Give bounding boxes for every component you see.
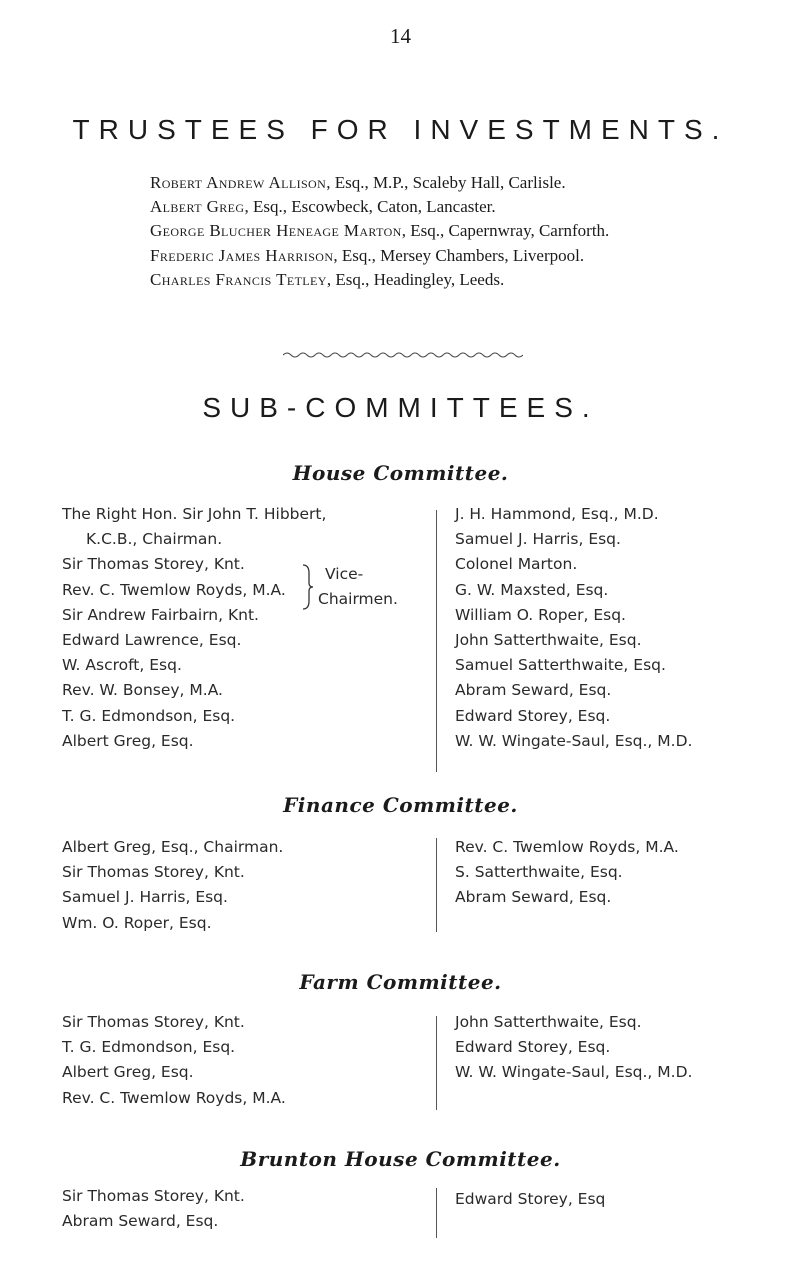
member-name: S. Satterthwaite, Esq. — [455, 863, 623, 882]
trustee-item — [150, 244, 609, 268]
member-name: Colonel Marton. — [455, 555, 578, 574]
member-name: Albert Greg, Esq. — [62, 731, 194, 750]
decorative-squiggle-divider — [283, 350, 523, 360]
farm-committee-right-column — [455, 1010, 692, 1086]
house-committee-left-column — [62, 502, 326, 754]
farm-committee-title: Farm Committee. — [299, 970, 502, 994]
vice-label-line: Chairmen. — [318, 590, 398, 609]
member-name: Rev. C. Twemlow Royds, M.A. — [455, 838, 679, 856]
member-name: Sir Thomas Storey, Knt. — [62, 1013, 245, 1031]
member-name: Samuel J. Harris, Esq. — [455, 530, 621, 549]
trustee-name: Albert Greg — [150, 197, 245, 217]
brunton-committee-left-column — [62, 1184, 245, 1234]
member-name: Edward Storey, Esq — [455, 1190, 606, 1208]
member-name: W. Ascroft, Esq. — [62, 656, 182, 675]
member-name: Sir Thomas Storey, Knt. — [62, 1187, 245, 1205]
trustee-item — [150, 195, 609, 219]
member-name: K.C.B., Chairman. — [86, 530, 223, 549]
trustee-detail: , Esq., Headingley, Leeds. — [326, 269, 505, 289]
member-name: Rev. C. Twemlow Royds, M.A. — [62, 1088, 286, 1107]
member-name: Rev. C. Twemlow Royds, M.A. — [62, 580, 286, 599]
member-name: J. H. Hammond, Esq., M.D. — [455, 505, 659, 523]
trustee-name: Frederic James Harrison — [150, 245, 334, 265]
member-name: Sir Thomas Storey, Knt. — [62, 555, 245, 574]
member-name: Samuel J. Harris, Esq. — [62, 888, 228, 907]
column-divider — [436, 838, 437, 932]
member-name: Sir Andrew Fairbairn, Knt. — [62, 605, 259, 624]
member-name: T. G. Edmondson, Esq. — [62, 1038, 236, 1057]
trustee-item — [150, 171, 609, 195]
trustee-item — [150, 268, 609, 292]
vice-label-line: Vice- — [325, 565, 364, 583]
column-divider — [436, 510, 437, 772]
farm-committee-left-column — [62, 1010, 286, 1111]
member-name: Samuel Satterthwaite, Esq. — [455, 656, 666, 675]
member-name: Edward Storey, Esq. — [455, 706, 611, 725]
trustee-item — [150, 219, 609, 243]
trustee-name: Robert Andrew Allison — [150, 173, 327, 192]
trustees-heading: TRUSTEES FOR INVESTMENTS. — [72, 114, 729, 145]
house-committee-right-column — [455, 502, 692, 754]
finance-committee-left-column — [62, 835, 283, 936]
member-name: Abram Seward, Esq. — [455, 681, 612, 700]
finance-committee-right-column — [455, 835, 679, 911]
trustee-list — [150, 171, 609, 292]
member-name: John Satterthwaite, Esq. — [455, 630, 642, 649]
trustee-detail: , Esq., Capernwray, Carnforth. — [401, 221, 610, 241]
member-name: Albert Greg, Esq., Chairman. — [62, 838, 284, 856]
trustee-detail: , Esq., M.P., Scaleby Hall, Carlisle. — [326, 173, 566, 192]
brace-icon — [301, 563, 315, 611]
subcommittees-heading: SUB-COMMITTEES. — [202, 392, 599, 423]
member-name: W. W. Wingate-Saul, Esq., M.D. — [455, 1063, 693, 1082]
member-name: William O. Roper, Esq. — [455, 605, 626, 624]
trustee-detail: , Esq., Mersey Chambers, Liverpool. — [333, 245, 585, 265]
member-name: Wm. O. Roper, Esq. — [62, 913, 212, 932]
member-name: John Satterthwaite, Esq. — [455, 1013, 642, 1031]
member-name: Edward Lawrence, Esq. — [62, 630, 242, 649]
house-committee-title: House Committee. — [292, 461, 509, 485]
trustee-name: Charles Francis Tetley — [150, 269, 327, 289]
brunton-house-committee-title: Brunton House Committee. — [240, 1147, 561, 1171]
member-name: The Right Hon. Sir John T. Hibbert, — [62, 505, 327, 523]
vice-chairmen-label — [318, 562, 398, 612]
member-name: Abram Seward, Esq. — [62, 1212, 219, 1231]
member-name: Albert Greg, Esq. — [62, 1063, 194, 1082]
trustee-detail: , Esq., Escowbeck, Caton, Lancaster. — [244, 197, 496, 217]
member-name: T. G. Edmondson, Esq. — [62, 706, 236, 725]
column-divider — [436, 1016, 437, 1110]
member-name: Sir Thomas Storey, Knt. — [62, 863, 245, 882]
trustee-name: George Blucher Heneage Marton — [150, 221, 402, 241]
finance-committee-title: Finance Committee. — [283, 793, 518, 817]
member-name: G. W. Maxsted, Esq. — [455, 580, 609, 599]
brunton-committee-right-column — [455, 1187, 605, 1212]
page-number: 14 — [390, 24, 411, 48]
member-name: W. W. Wingate-Saul, Esq., M.D. — [455, 731, 693, 750]
column-divider — [436, 1188, 437, 1238]
member-name: Rev. W. Bonsey, M.A. — [62, 681, 223, 700]
member-name: Abram Seward, Esq. — [455, 888, 612, 907]
member-name: Edward Storey, Esq. — [455, 1038, 611, 1057]
